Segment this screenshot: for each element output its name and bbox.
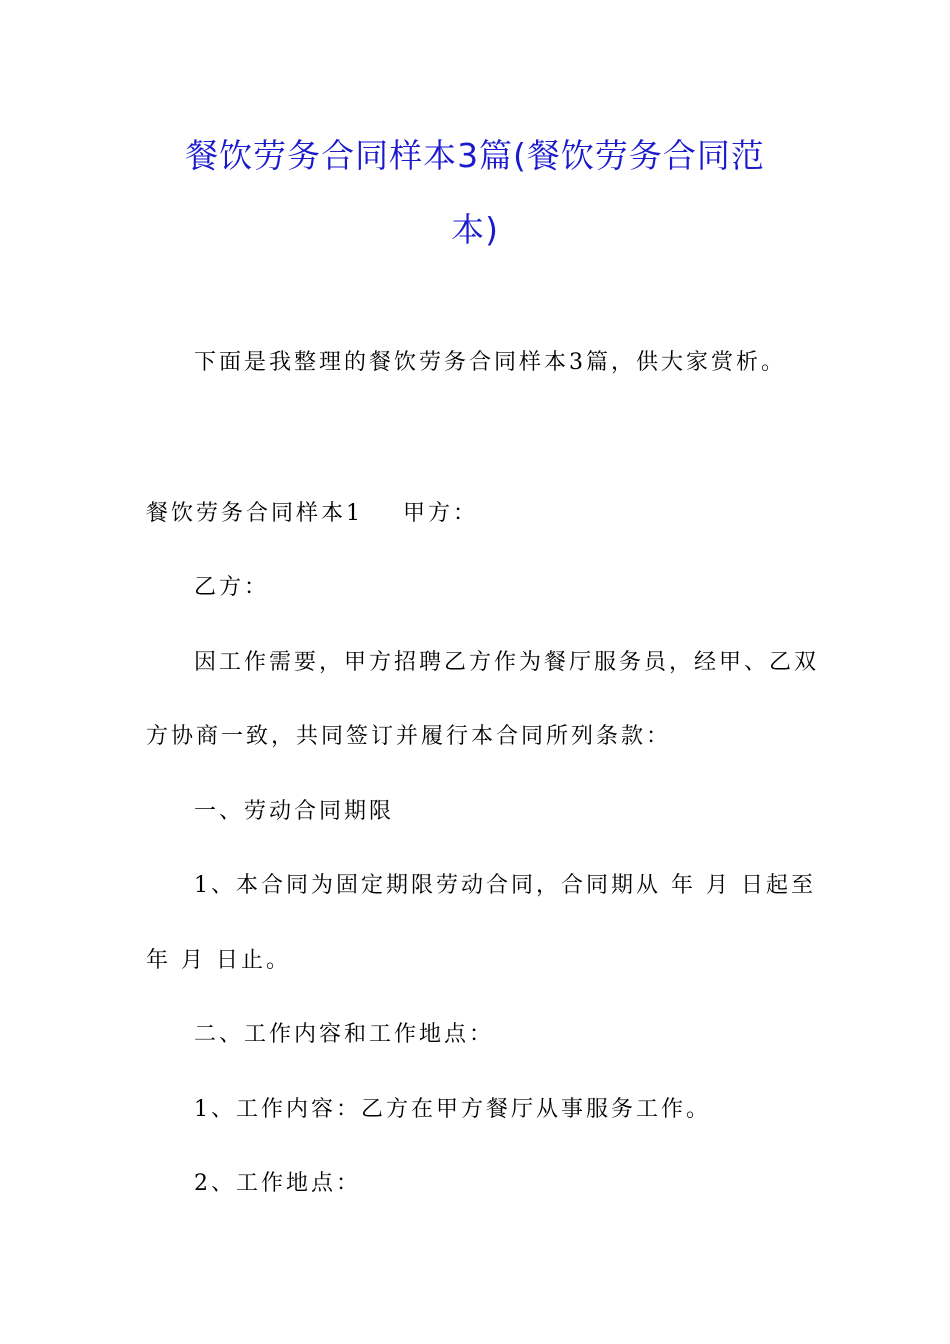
- section-2-title: 二、工作内容和工作地点：: [194, 1022, 495, 1047]
- paragraph-1-line-1: 因工作需要，甲方招聘乙方作为餐厅服务员，经甲、乙双: [194, 650, 820, 675]
- party-a-label: 甲方：: [403, 501, 479, 526]
- sample-1-heading: 餐饮劳务合同样本1: [146, 501, 363, 526]
- party-b-label: 乙方：: [194, 575, 270, 600]
- document-title-line-2: 本): [451, 210, 499, 249]
- section-2-item-2: 2、工作地点：: [194, 1171, 361, 1196]
- document-title-line-1: 餐饮劳务合同样本3篇(餐饮劳务合同范: [185, 136, 765, 175]
- paragraph-1-line-2: 方协商一致，共同签订并履行本合同所列条款：: [146, 724, 672, 749]
- sample-1-heading-row: [146, 496, 478, 527]
- section-1-title: 一、劳动合同期限: [194, 799, 395, 824]
- intro-paragraph: 下面是我整理的餐饮劳务合同样本3篇，供大家赏析。: [194, 350, 786, 375]
- section-1-item-1-line-1: 1、本合同为固定期限劳动合同，合同期从 年 月 日起至: [194, 873, 816, 898]
- section-1-item-1-line-2: 年 月 日止。: [146, 948, 291, 973]
- section-2-item-1: 1、工作内容：乙方在甲方餐厅从事服务工作。: [194, 1097, 711, 1122]
